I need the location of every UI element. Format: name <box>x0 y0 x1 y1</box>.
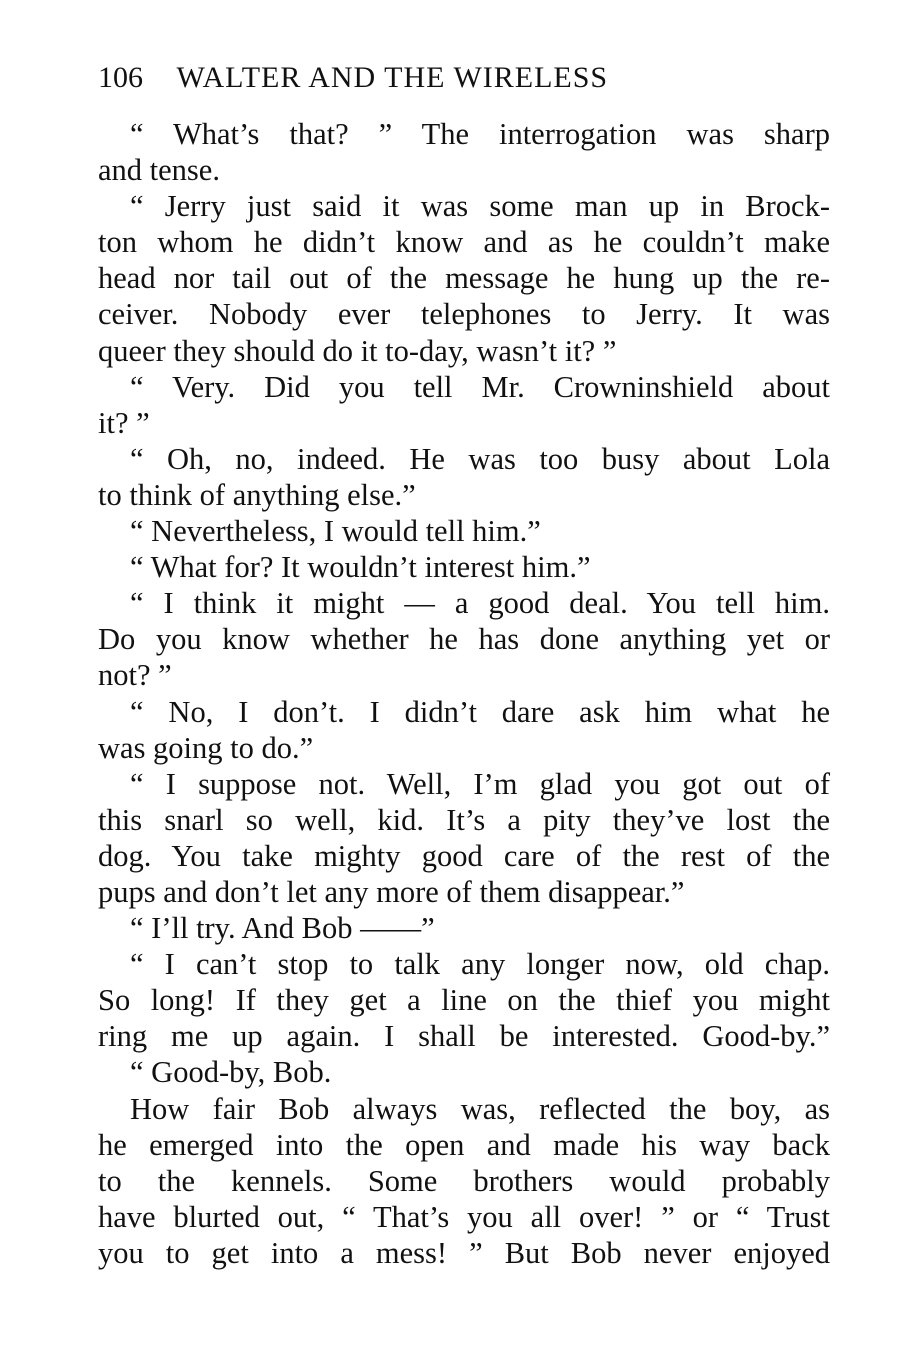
text-line: it? ” <box>98 405 150 440</box>
text-line: “ Oh, no, indeed. He was too busy about Lola <box>130 441 830 476</box>
running-title: WALTER AND THE WIRELESS <box>176 61 609 94</box>
text-line: “ Very. Did you tell Mr. Crowninshield about <box>130 369 830 404</box>
text-line: dog. You take mighty good care of the rest of the <box>98 838 830 873</box>
text-line: “ What for? It wouldn’t interest him.” <box>130 550 591 585</box>
text-line: “ What’s that? ” The interrogation was sharp <box>130 117 830 151</box>
text-line: head nor tail out of the message he hung up the re- <box>98 261 830 296</box>
text-line: Do you know whether he has done anything yet or <box>98 622 830 657</box>
text-line: ring me up again. I shall be interested. Good-by.” <box>98 1019 830 1054</box>
text-line: “ I can’t stop to talk any longer now, old chap. <box>130 947 830 982</box>
text-line: “ No, I don’t. I didn’t dare ask him what he <box>130 694 830 729</box>
text-line: pups and don’t let any more of them disappear.” <box>98 874 685 909</box>
text-line: was going to do.” <box>98 730 314 765</box>
body-text <box>98 116 830 1271</box>
text-line: ceiver. Nobody ever telephones to Jerry. It was <box>98 297 830 332</box>
text-line: to the kennels. Some brothers would probably <box>98 1163 830 1198</box>
text-line: queer they should do it to-day, wasn’t it? ” <box>98 333 617 368</box>
text-line: “ I’ll try. And Bob ——” <box>130 911 435 946</box>
text-line: have blurted out, “ That’s you all over! ” or “ Trust <box>98 1199 830 1234</box>
text-line: to think of anything else.” <box>98 477 416 512</box>
text-line: “ I think it might — a good deal. You tell him. <box>130 586 830 621</box>
text-line: not? ” <box>98 658 172 693</box>
text-line: and tense. <box>98 153 220 188</box>
text-line: “ Nevertheless, I would tell him.” <box>130 514 541 549</box>
page-number: 106 <box>98 61 143 94</box>
text-line: this snarl so well, kid. It’s a pity they’ve lost the <box>98 802 830 837</box>
text-line: he emerged into the open and made his way back <box>98 1127 830 1162</box>
text-line: you to get into a mess! ” But Bob never enjoyed <box>98 1235 830 1270</box>
page-header <box>98 58 838 98</box>
text-line: “ I suppose not. Well, I’m glad you got out of <box>130 766 830 801</box>
text-line: “ Good-by, Bob. <box>130 1055 332 1090</box>
text-line: How fair Bob always was, reflected the boy, as <box>130 1091 830 1126</box>
text-line: “ Jerry just said it was some man up in Brock- <box>130 189 830 224</box>
text-line: ton whom he didn’t know and as he couldn’t make <box>98 225 830 260</box>
text-line: So long! If they get a line on the thief you might <box>98 983 830 1018</box>
